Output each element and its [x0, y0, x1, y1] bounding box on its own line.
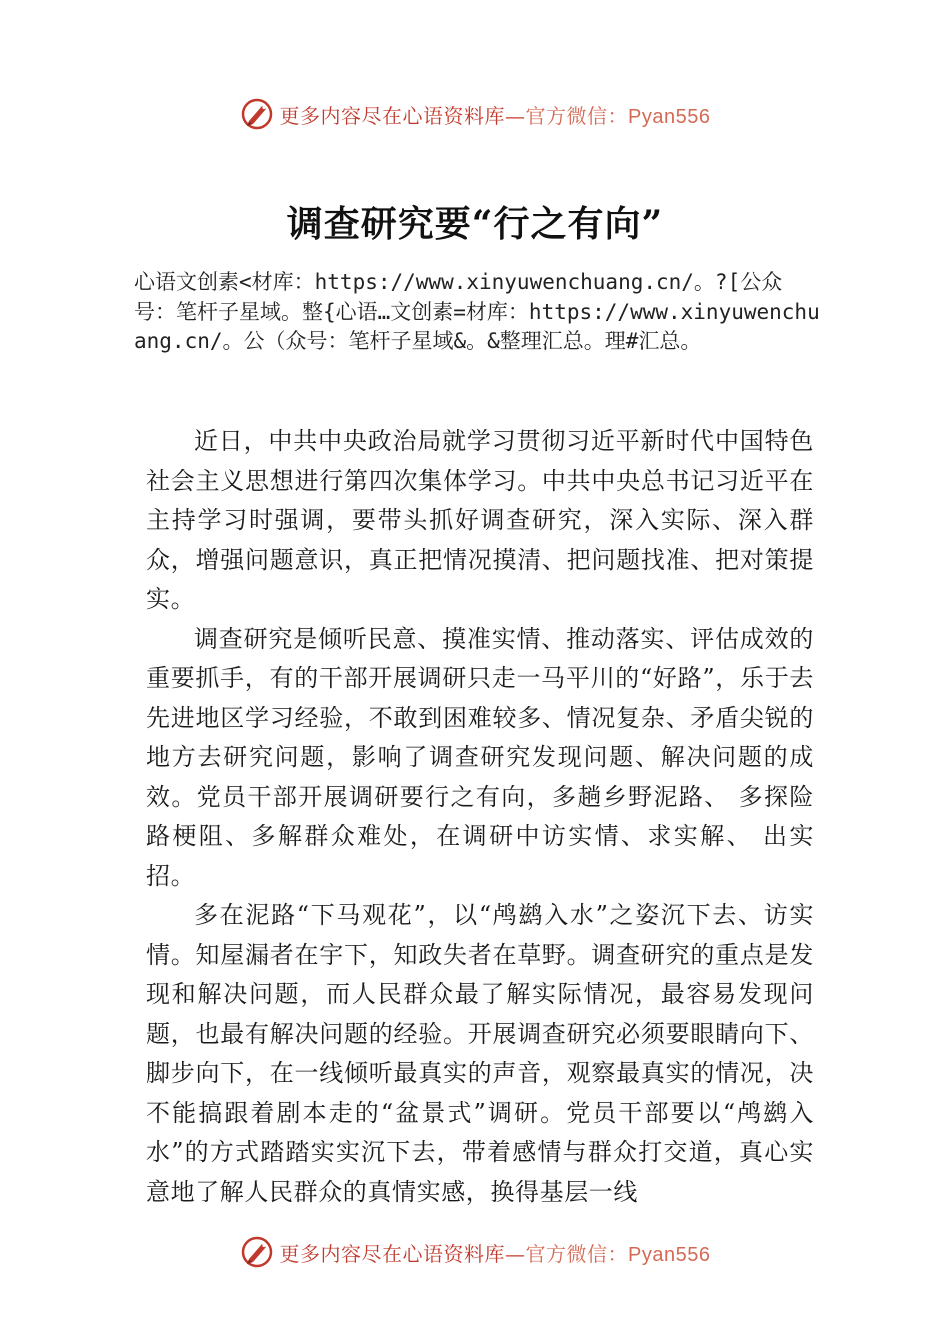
header-watermark-banner — [0, 94, 950, 134]
footer-watermark-banner — [0, 1232, 950, 1272]
document-title: 调查研究要“行之有向” — [286, 203, 664, 245]
paragraph: 多在泥路“下马观花”，以“鸬鹚入水”之姿沉下去、访实情。知屋漏者在宇下，知政失者在草野。调查研究的重点是发现和解决问题，而人民群众最了解实际情况，最容易发现问题，也最有解决问题的经验。开展调查研究必须要眼睛向下、脚步向下，在一线倾听最真实的声音，观察最真实的情况，决不能搞跟着剧本走的“盆景式”调研。党员干部要以“鸬鹚入水”的方式踏踏实实沉下去，带着感情与群众打交道，真心实意地了解人民群众的真情实感，换得基层一线 — [146, 901, 814, 1206]
document-body — [146, 422, 814, 1212]
paragraph: 调查研究是倾听民意、摸准实情、推动落实、评估成效的重要抓手，有的干部开展调研只走一马平川的“好路”，乐于去先进地区学习经验，不敢到困难较多、情况复杂、矛盾尖锐的地方去研究问题，影响了调查研究发现问题、解决问题的成效。党员干部开展调研要行之有向，多趟乡野泥路、 多探险路梗阻、多解群众难处，在调研中访实情、求实解、 出实招。 — [146, 624, 814, 890]
pen-logo-icon — [240, 97, 274, 131]
banner-text: 更多内容尽在心语资料库—官方微信：Pyan556 — [279, 1241, 711, 1266]
paragraph: 近日，中共中央政治局就学习贯彻习近平新时代中国特色社会主义思想进行第四次集体学习。中共中央总书记习近平在主持学习时强调，要带头抓好调查研究，深入实际、深入群众，增强问题意识，真正把情况摸清、把问题找准、把对策提实。 — [146, 427, 814, 613]
pen-logo-icon — [240, 1235, 274, 1269]
source-note: 心语文创素<材库：https://www.xinyuwenchuang.cn/。?[公众号：笔杆子星域。整{心语…文创素=材库：https://www.xinyuwenchuang.cn/。公（众号：笔杆子星域&。&整理汇总。理#汇总。 — [134, 270, 820, 353]
banner-text: 更多内容尽在心语资料库—官方微信：Pyan556 — [279, 103, 711, 128]
